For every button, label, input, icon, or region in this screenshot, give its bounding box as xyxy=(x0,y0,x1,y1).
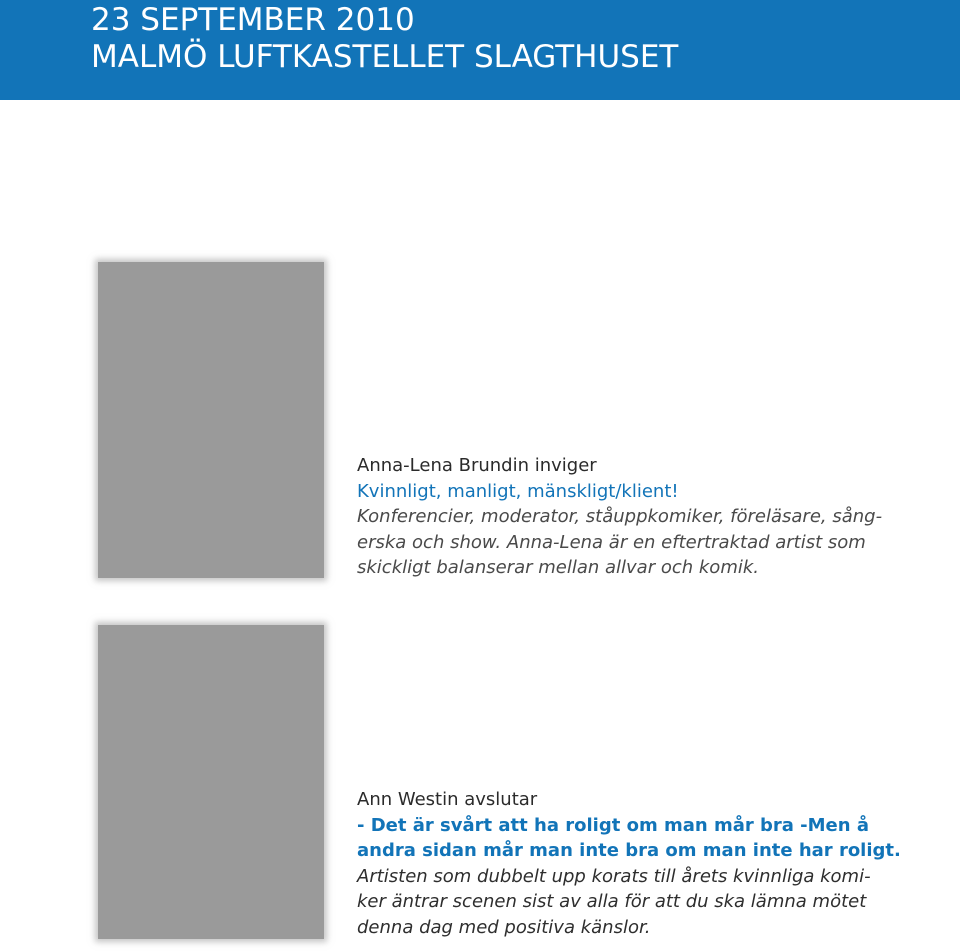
section-ann-westin xyxy=(357,787,901,940)
section-heading: Anna-Lena Brundin inviger xyxy=(357,455,597,476)
header-banner xyxy=(0,0,960,100)
section-body-line: ker äntrar scenen sist av alla för att du ska lämna mötet xyxy=(357,891,867,912)
section-anna-lena xyxy=(357,453,883,581)
section-body-line: Artisten som dubbelt upp korats till årets kvinnliga komi- xyxy=(357,865,871,887)
event-venue: MALMÖ LUFTKASTELLET SLAGTHUSET xyxy=(91,39,679,75)
section-body-line: erska och show. Anna-Lena är en eftertraktad artist som xyxy=(357,531,866,553)
section-body-line: skickligt balanserar mellan allvar och komik. xyxy=(357,557,759,578)
section-body-line: denna dag med positiva känslor. xyxy=(357,916,651,938)
event-date: 23 SEPTEMBER 2010 xyxy=(91,2,415,38)
section-heading: Ann Westin avslutar xyxy=(357,789,538,810)
section-subtitle: Kvinnligt, manligt, mänskligt/klient! xyxy=(357,480,679,502)
section-body-line: Konferencier, moderator, ståuppkomiker, föreläsare, sång- xyxy=(357,506,883,527)
section-quote-line: andra sidan mår man inte bra om man inte har roligt. xyxy=(357,840,901,861)
photo-anna-lena-brundin xyxy=(98,262,324,578)
section-quote-line: - Det är svårt att ha roligt om man mår bra -Men å xyxy=(357,814,869,836)
photo-ann-westin xyxy=(98,625,324,939)
